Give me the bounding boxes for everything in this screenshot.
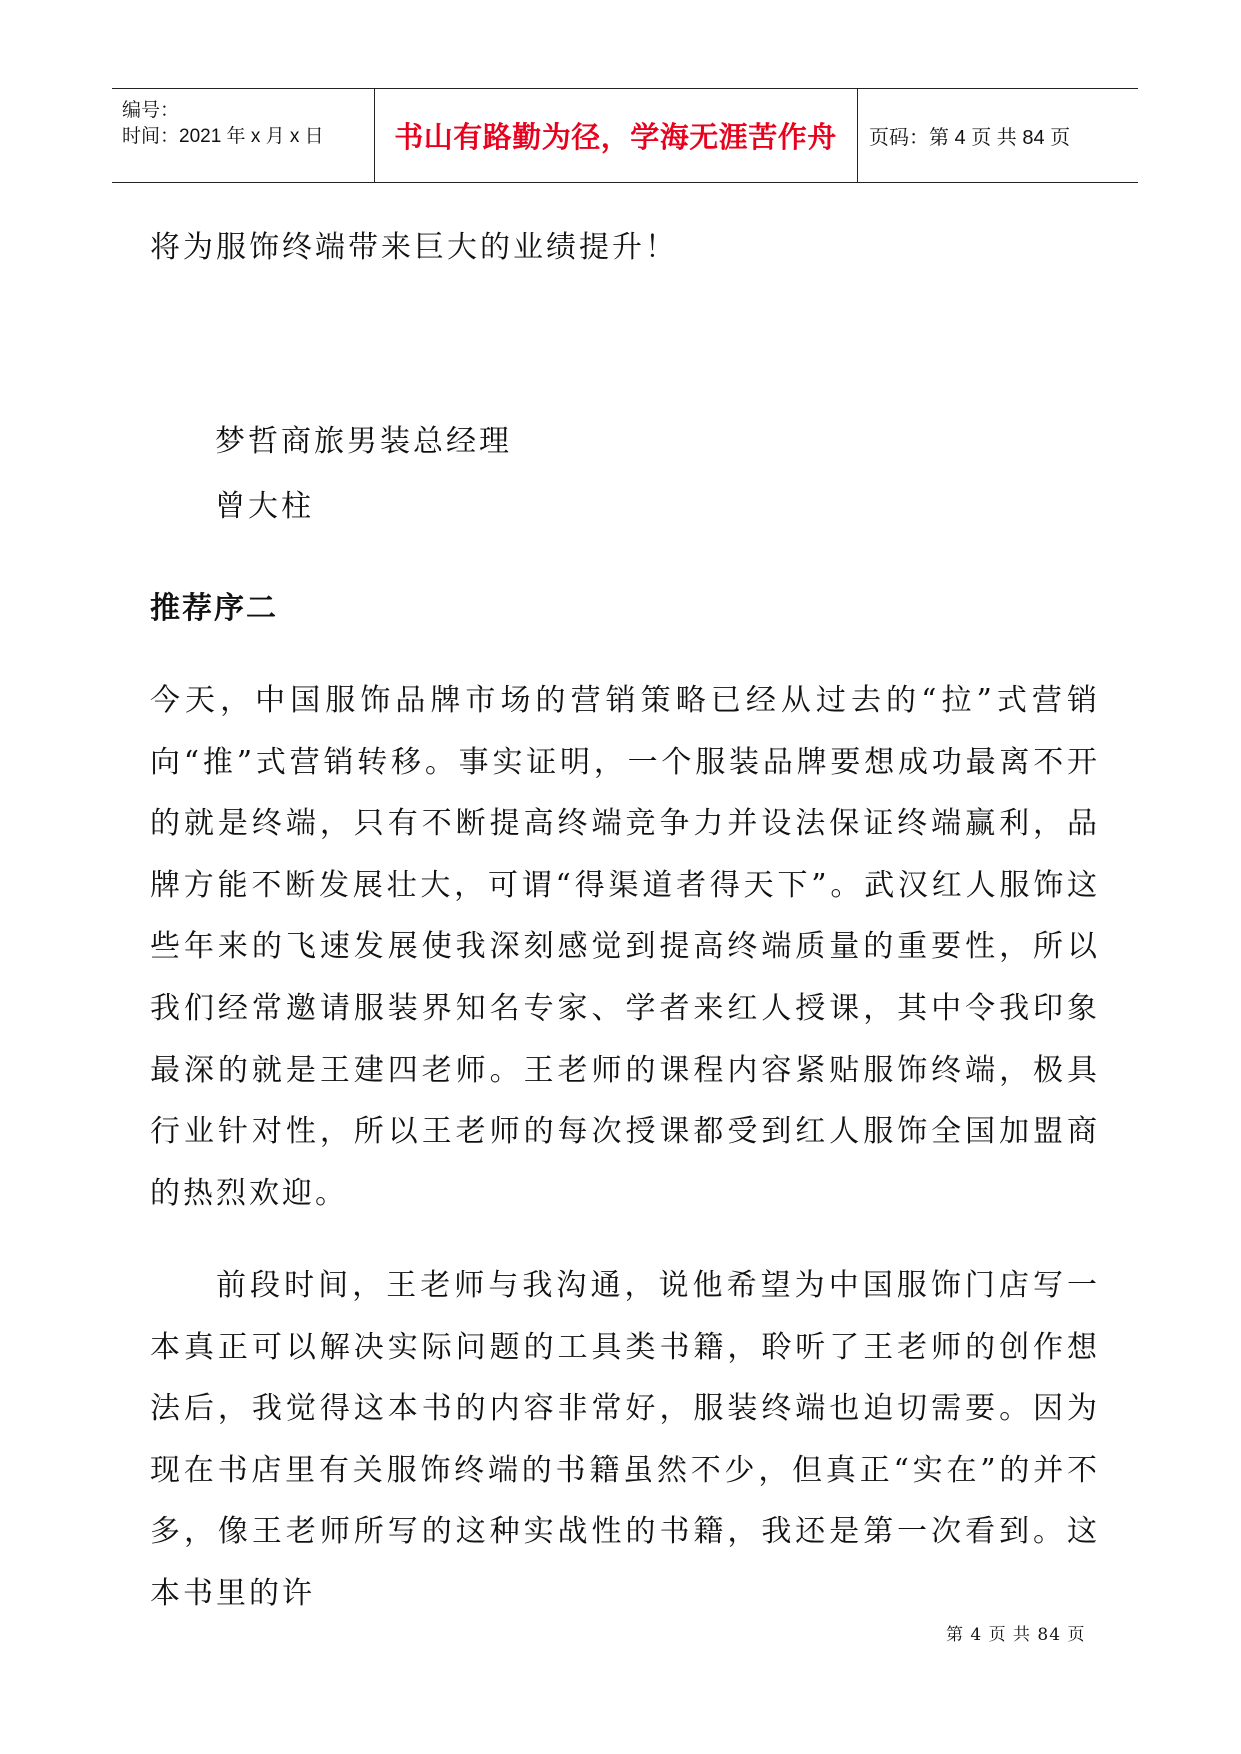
document-time-label: 时间：2021 年 x 月 x 日 [122, 126, 324, 147]
header-page-info: 页码：第 4 页 共 84 页 [869, 127, 1071, 149]
document-number-label: 编号： [122, 100, 180, 121]
header-motto-cell [374, 89, 858, 182]
header-meta [112, 89, 375, 182]
document-header [112, 88, 1138, 183]
paragraph-2: 前段时间，王老师与我沟通，说他希望为中国服饰门店写一本真正可以解决实际问题的工具类书籍，聆听了王老师的创作想法后，我觉得这本书的内容非常好，服装终端也迫切需要。因为现在书店里有关服饰终端的书籍虽然不少，但真正“实在”的并不多，像王老师所写的这种实战性的书籍，我还是第一次看到。这本书里的许 [150, 1268, 1100, 1611]
page-footer: 第 4 页 共 84 页 [946, 1625, 1086, 1645]
paragraph-1: 今天，中国服饰品牌市场的营销策略已经从过去的“拉”式营销向“推”式营销转移。事实证明，一个服装品牌要想成功最离不开的就是终端，只有不断提高终端竞争力并设法保证终端赢利，品牌方能不断发展壮大，可谓“得渠道者得天下”。武汉红人服饰这些年来的飞速发展使我深刻感觉到提高终端质量的重要性，所以我们经常邀请服装界知名专家、学者来红人授课，其中令我印象最深的就是王建四老师。王老师的课程内容紧贴服饰终端，极具行业针对性，所以王老师的每次授课都受到红人服饰全国加盟商的热烈欢迎。 [150, 683, 1100, 1211]
section-heading: 推荐序二 [150, 591, 278, 626]
body-line-continuation: 将为服饰终端带来巨大的业绩提升！ [150, 230, 678, 265]
header-motto: 书山有路勤为径，学海无涯苦作舟 [394, 120, 837, 154]
signature-name: 曾大柱 [215, 489, 314, 524]
signature-title: 梦哲商旅男装总经理 [215, 424, 512, 459]
header-page-cell [857, 89, 1138, 182]
